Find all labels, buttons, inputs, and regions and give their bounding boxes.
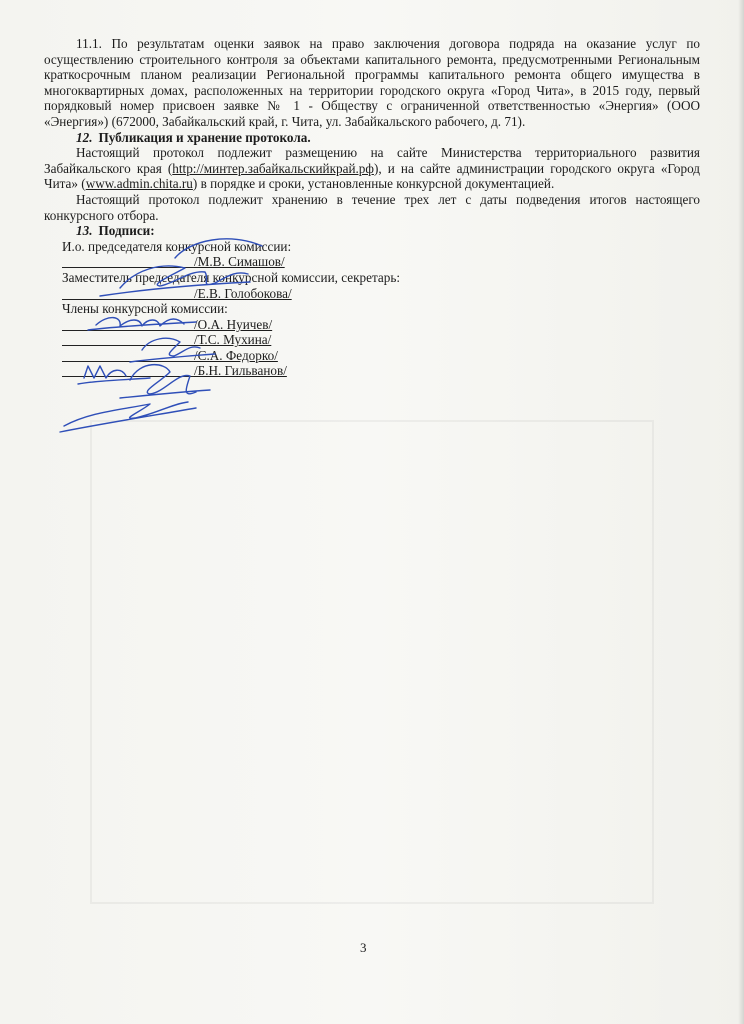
- link-admin-chita[interactable]: www.admin.chita.ru: [85, 176, 193, 192]
- section-13-title: Подписи:: [98, 223, 155, 239]
- paragraph-12-text-pre: Настоящий протокол подлежит размещению на сайте Министерства территориального развития Забайкальского края (: [44, 145, 700, 176]
- chair-name: /М.В. Симашов/: [194, 254, 285, 270]
- paragraph-12-text-mid: ), и на сайте администрации городского округа «Город Чита» (: [44, 160, 700, 192]
- document-body: [44, 36, 700, 379]
- paragraph-11-1: 11.1. По результатам оценки заявок на право заключения договора подряда на оказание услуг по осуществлению строительного контроля за объектами капитального ремонта, предусмотренными Региональным краткосрочным планом реализации Региональной программы капитального ремонта общего имущества в многоквартирных домах, расположенных на территории городского округа «Город Чита», в 2015 году, первый порядковый номер присвоен заявке № 1 - Обществу с ограниченной ответственностью «Энергия» (ООО «Энергия») (672000, Забайкальский край, г. Чита, ул. Забайкальского рабочего, д. 71).: [44, 36, 700, 129]
- chair-role: И.о. председателя конкурсной комиссии:: [62, 238, 292, 254]
- section-12-title: Публикация и хранение протокола.: [98, 129, 311, 145]
- paragraph-12-text-post: ) в порядке и сроки, установленные конкурсной документацией.: [192, 176, 555, 192]
- signature-blank: [62, 363, 194, 377]
- link-minter-site[interactable]: http://минтер.забайкальскийкрай.рф: [172, 160, 374, 176]
- member-1-name: /О.А. Нуичев/: [194, 316, 273, 332]
- member-1-signature-line: [62, 317, 700, 333]
- member-4-signature-line: [62, 363, 700, 379]
- member-2-name: /Т.С. Мухина/: [194, 332, 272, 348]
- members-role: Члены конкурсной комиссии:: [62, 301, 228, 317]
- section-12-heading: [44, 130, 700, 146]
- member-3-name: /С.А. Федорко/: [194, 347, 278, 363]
- signature-blank: [62, 348, 194, 362]
- signature-blank: [62, 286, 194, 300]
- signatures-block: [44, 239, 700, 379]
- signature-blank: [62, 332, 194, 346]
- deputy-name: /Е.В. Голобокова/: [194, 285, 292, 301]
- bleed-through-shadow: [90, 420, 654, 904]
- deputy-role: Заместитель председателя конкурсной комиссии, секретарь:: [62, 269, 401, 285]
- chair-signature-line: [62, 254, 700, 270]
- section-12-number: 12.: [76, 129, 93, 145]
- section-13-heading: [44, 223, 700, 239]
- paragraph-storage: Настоящий протокол подлежит хранению в течение трех лет с даты подведения итогов настоящего конкурсного отбора.: [44, 191, 700, 223]
- section-13-number: 13.: [76, 223, 93, 239]
- signature-blank: [62, 254, 194, 268]
- deputy-signature-line: [62, 286, 700, 302]
- signature-blank: [62, 317, 194, 331]
- paragraph-12-publication: [44, 145, 700, 192]
- page-number: 3: [360, 940, 367, 955]
- member-2-signature-line: [62, 332, 700, 348]
- member-3-signature-line: [62, 348, 700, 364]
- member-4-name: /Б.Н. Гильванов/: [194, 363, 287, 379]
